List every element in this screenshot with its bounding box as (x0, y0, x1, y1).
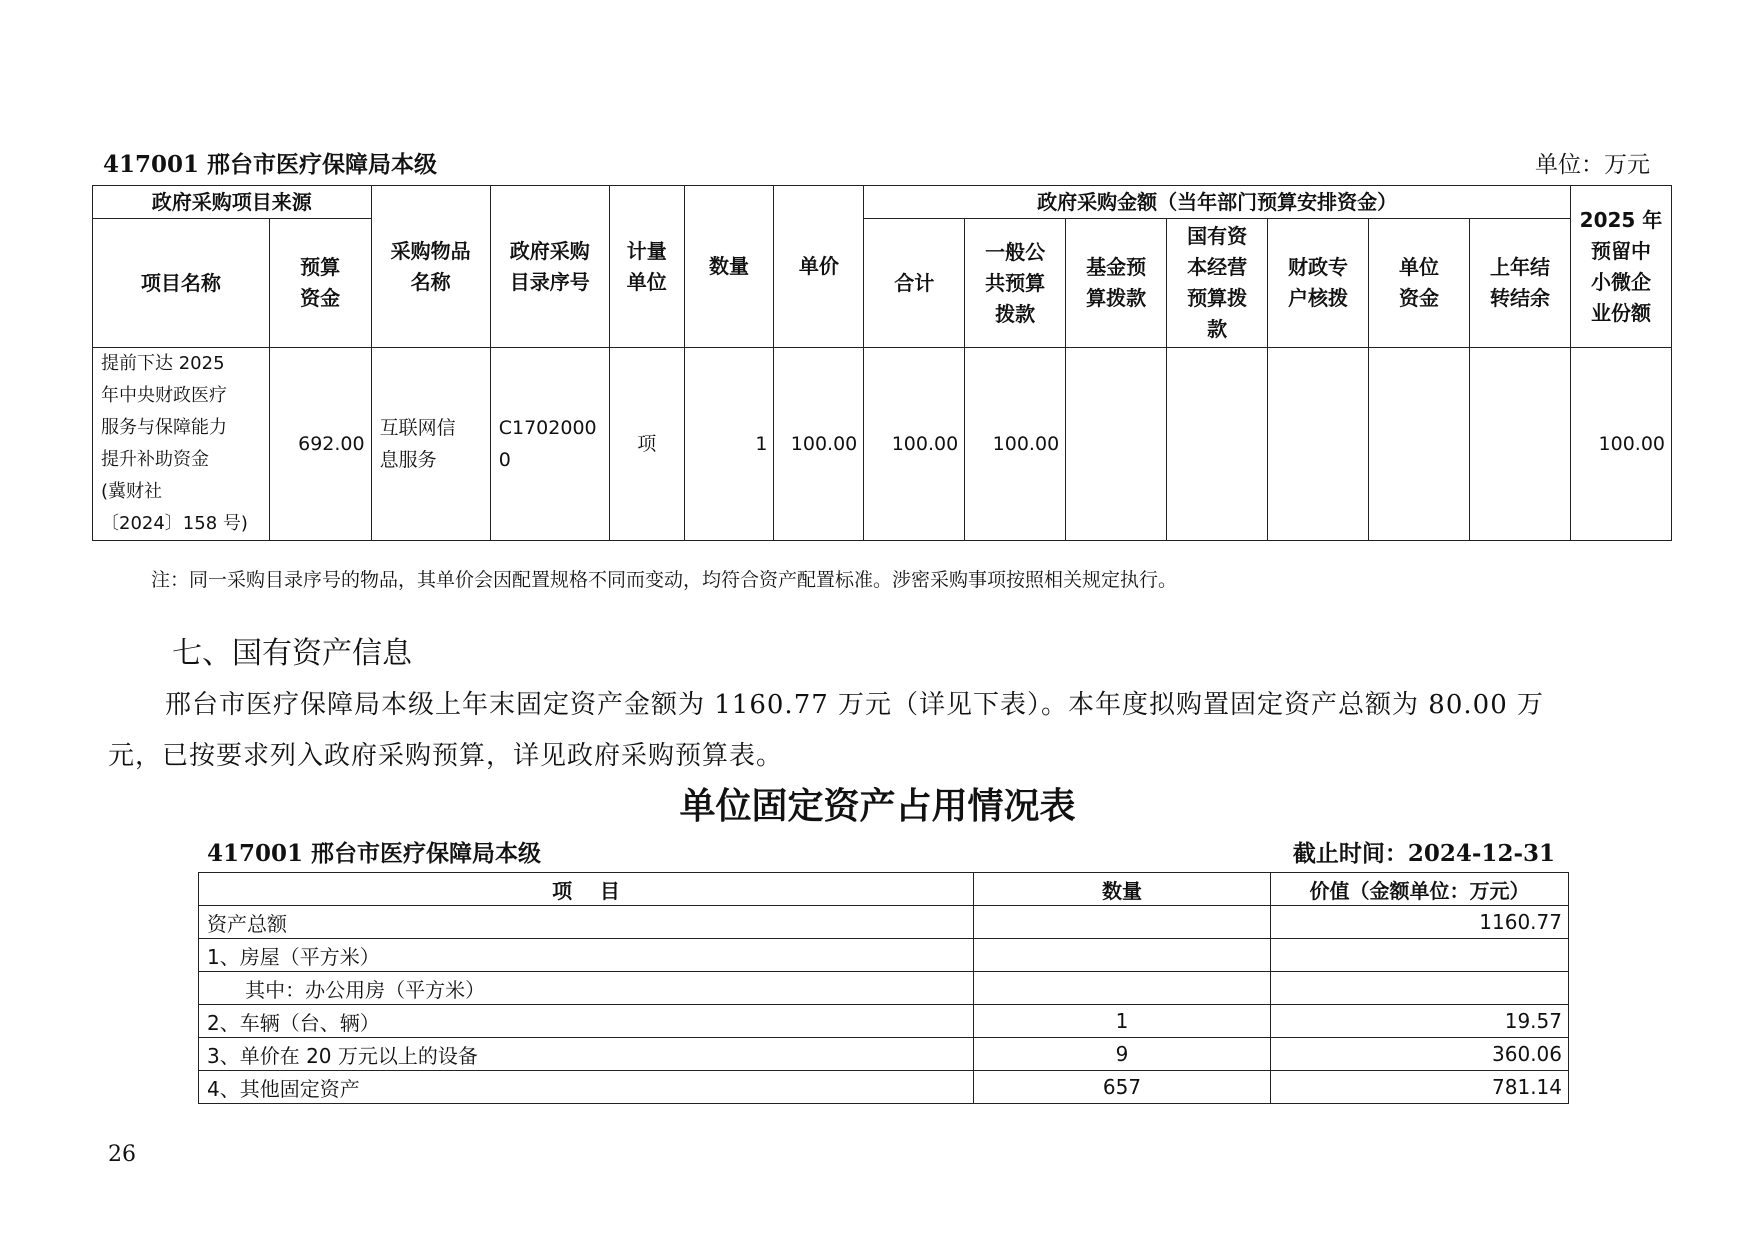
procurement-unit-label: 单位：万元 (1535, 152, 1650, 178)
cell-project-name: 提前下达 2025 年中央财政医疗 服务与保障能力 提升补助资金 (冀财社 〔2024〕158 号) (93, 348, 270, 541)
cell-general-budget: 100.00 (965, 348, 1066, 541)
assets-item: 资产总额 (199, 906, 974, 939)
cell-unit-fund (1369, 348, 1470, 541)
page-number: 26 (108, 1142, 136, 1167)
header-measure-unit: 计量 单位 (609, 186, 684, 348)
cell-budget-fund: 692.00 (269, 348, 371, 541)
header-item-name: 采购物品 名称 (371, 186, 490, 348)
procurement-note: 注：同一采购目录序号的物品，其单价会因配置规格不同而变动，均符合资产配置标准。涉密采购事项按照相关规定执行。 (151, 569, 1178, 591)
cell-reserved-sme: 100.00 (1570, 348, 1671, 541)
assets-item: 2、车辆（台、辆） (199, 1005, 974, 1038)
assets-table-title: 单位固定资产占用情况表 (679, 786, 1076, 827)
table-row (199, 939, 1569, 972)
table-row (199, 1071, 1569, 1104)
header-special-account: 财政专 户核拨 (1268, 219, 1369, 348)
assets-item: 3、单价在 20 万元以上的设备 (199, 1038, 974, 1071)
procurement-org-title: 417001 邢台市医疗保障局本级 (103, 151, 438, 178)
cell-carryover (1469, 348, 1570, 541)
header-fund-budget: 基金预 算拨款 (1066, 219, 1167, 348)
table-row (199, 972, 1569, 1005)
assets-header-item: 项 目 (199, 873, 974, 906)
header-total: 合计 (864, 219, 965, 348)
cell-quantity: 1 (684, 348, 774, 541)
assets-item: 1、房屋（平方米） (199, 939, 974, 972)
header-general-budget: 一般公 共预算 拨款 (965, 219, 1066, 348)
section-paragraph-line2: 元，已按要求列入政府采购预算，详见政府采购预算表。 (108, 741, 784, 771)
table-row (199, 906, 1569, 939)
cell-catalog-no: C1702000 0 (490, 348, 609, 541)
header-catalog-no: 政府采购 目录序号 (490, 186, 609, 348)
header-quantity: 数量 (684, 186, 774, 348)
assets-quantity: 1 (974, 1005, 1271, 1038)
cell-fund-budget (1066, 348, 1167, 541)
table-row (93, 348, 1672, 541)
cell-measure-unit: 项 (609, 348, 684, 541)
section-heading: 七、国有资产信息 (172, 636, 412, 671)
assets-value (1271, 972, 1569, 1005)
header-carryover: 上年结 转结余 (1469, 219, 1570, 348)
header-amount-group: 政府采购金额（当年部门预算安排资金） (864, 186, 1571, 219)
cell-unit-price: 100.00 (774, 348, 864, 541)
cell-total: 100.00 (864, 348, 965, 541)
assets-value (1271, 939, 1569, 972)
cell-special-account (1268, 348, 1369, 541)
header-reserved-sme: 2025 年 预留中 小微企 业份额 (1570, 186, 1671, 348)
table-row (199, 1005, 1569, 1038)
assets-value: 1160.77 (1271, 906, 1569, 939)
assets-quantity (974, 972, 1271, 1005)
procurement-table (92, 185, 1672, 541)
assets-quantity: 657 (974, 1071, 1271, 1104)
header-source-group: 政府采购项目来源 (93, 186, 372, 219)
assets-date: 截止时间：2024-12-31 (1292, 840, 1555, 867)
assets-org-title: 417001 邢台市医疗保障局本级 (207, 840, 542, 867)
header-project-name: 项目名称 (93, 219, 270, 348)
assets-item: 其中：办公用房（平方米） (199, 972, 974, 1005)
assets-quantity (974, 939, 1271, 972)
assets-value: 19.57 (1271, 1005, 1569, 1038)
header-state-capital: 国有资 本经营 预算拨 款 (1167, 219, 1268, 348)
assets-table (198, 872, 1569, 1104)
assets-value: 360.06 (1271, 1038, 1569, 1071)
assets-quantity (974, 906, 1271, 939)
assets-header-value: 价值（金额单位：万元） (1271, 873, 1569, 906)
assets-value: 781.14 (1271, 1071, 1569, 1104)
header-budget-fund: 预算 资金 (269, 219, 371, 348)
section-paragraph-line1: 邢台市医疗保障局本级上年末固定资产金额为 1160.77 万元（详见下表）。本年度拟购置固定资产总额为 80.00 万 (165, 690, 1545, 720)
header-unit-fund: 单位 资金 (1369, 219, 1470, 348)
cell-item-name: 互联网信 息服务 (371, 348, 490, 541)
header-unit-price: 单价 (774, 186, 864, 348)
assets-header-quantity: 数量 (974, 873, 1271, 906)
table-row (199, 1038, 1569, 1071)
cell-state-capital (1167, 348, 1268, 541)
assets-quantity: 9 (974, 1038, 1271, 1071)
assets-item: 4、其他固定资产 (199, 1071, 974, 1104)
